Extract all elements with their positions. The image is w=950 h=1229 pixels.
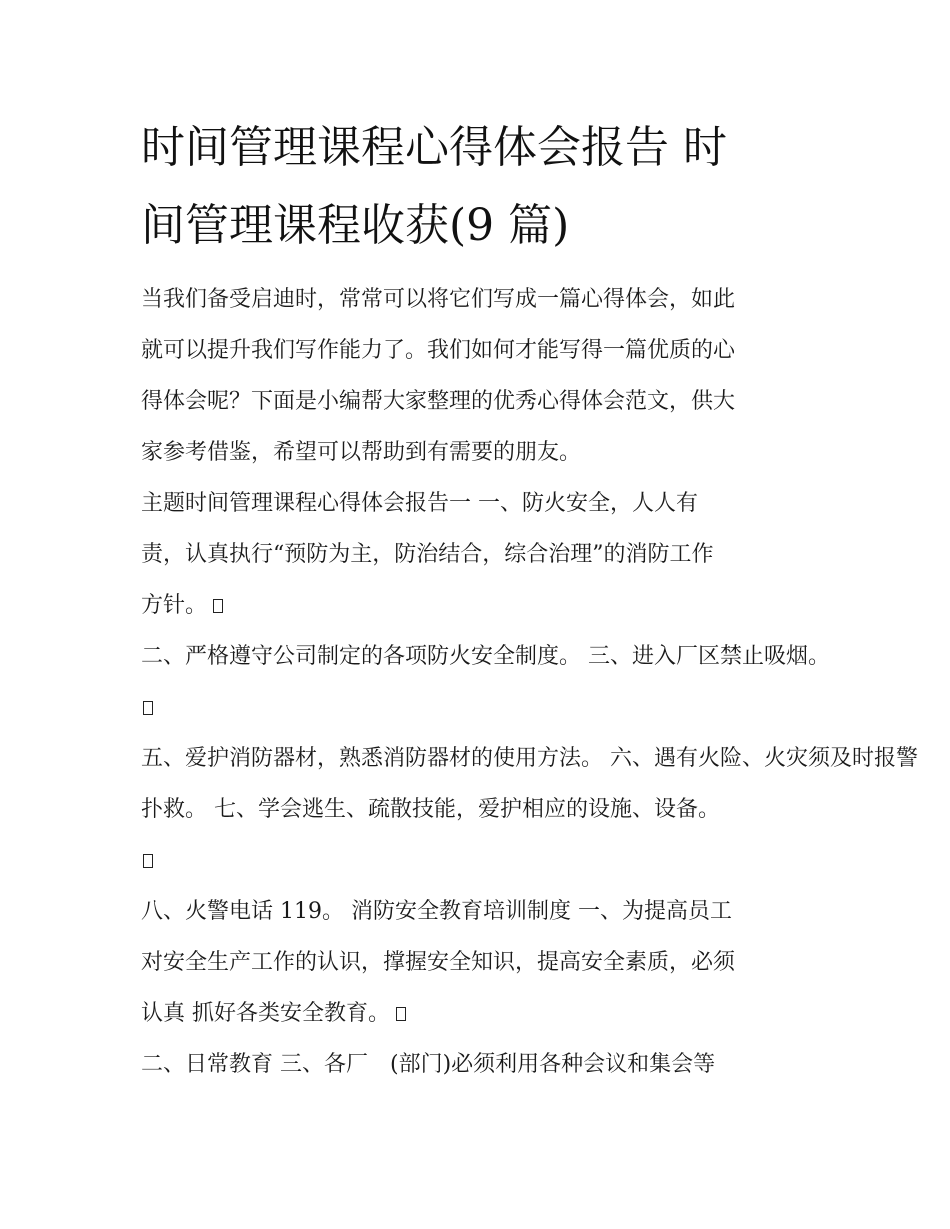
body-line: 当我们备受启迪时，常常可以将它们写成一篇心得体会，如此	[141, 287, 736, 312]
body-line: 五、爱护消防器材，熟悉消防器材的使用方法。 六、遇有火险、火灾须及时报警	[141, 746, 918, 771]
body-line: 主题时间管理课程心得体会报告一 一、防火安全，人人有	[141, 491, 698, 516]
body-line: 八、火警电话 119。 消防安全教育培训制度 一、为提高员工	[141, 899, 732, 924]
body-line	[141, 693, 153, 723]
body-line: 家参考借鉴，希望可以帮助到有需要的朋友。	[141, 440, 582, 465]
body-line: 责，认真执行“预防为主，防治结合，综合治理”的消防工作	[141, 542, 714, 567]
document-title-line-2: 间管理课程收获(9 篇)	[141, 200, 570, 251]
document-title-line-1: 时间管理课程心得体会报告 时	[141, 122, 727, 173]
body-line: 方针。	[141, 591, 223, 621]
missing-glyph-icon	[143, 854, 153, 868]
body-line: 二、严格遵守公司制定的各项防火安全制度。 三、进入厂区禁止吸烟。	[141, 644, 830, 669]
body-line	[141, 846, 153, 876]
body-line: 就可以提升我们写作能力了。我们如何才能写得一篇优质的心	[141, 338, 736, 363]
body-line: 对安全生产工作的认识，撑握安全知识，提高安全素质，必须	[141, 950, 736, 975]
body-line: 扑救。 七、学会逃生、疏散技能，爱护相应的设施、设备。	[141, 797, 720, 822]
body-line: 认真 抓好各类安全教育。	[141, 999, 406, 1029]
missing-glyph-icon	[396, 1007, 406, 1021]
missing-glyph-icon	[213, 599, 223, 613]
body-line: 得体会呢？下面是小编帮大家整理的优秀心得体会范文，供大	[141, 389, 736, 414]
body-line: 二、日常教育 三、各厂 (部门)必须利用各种会议和集会等	[141, 1052, 716, 1077]
missing-glyph-icon	[143, 701, 153, 715]
